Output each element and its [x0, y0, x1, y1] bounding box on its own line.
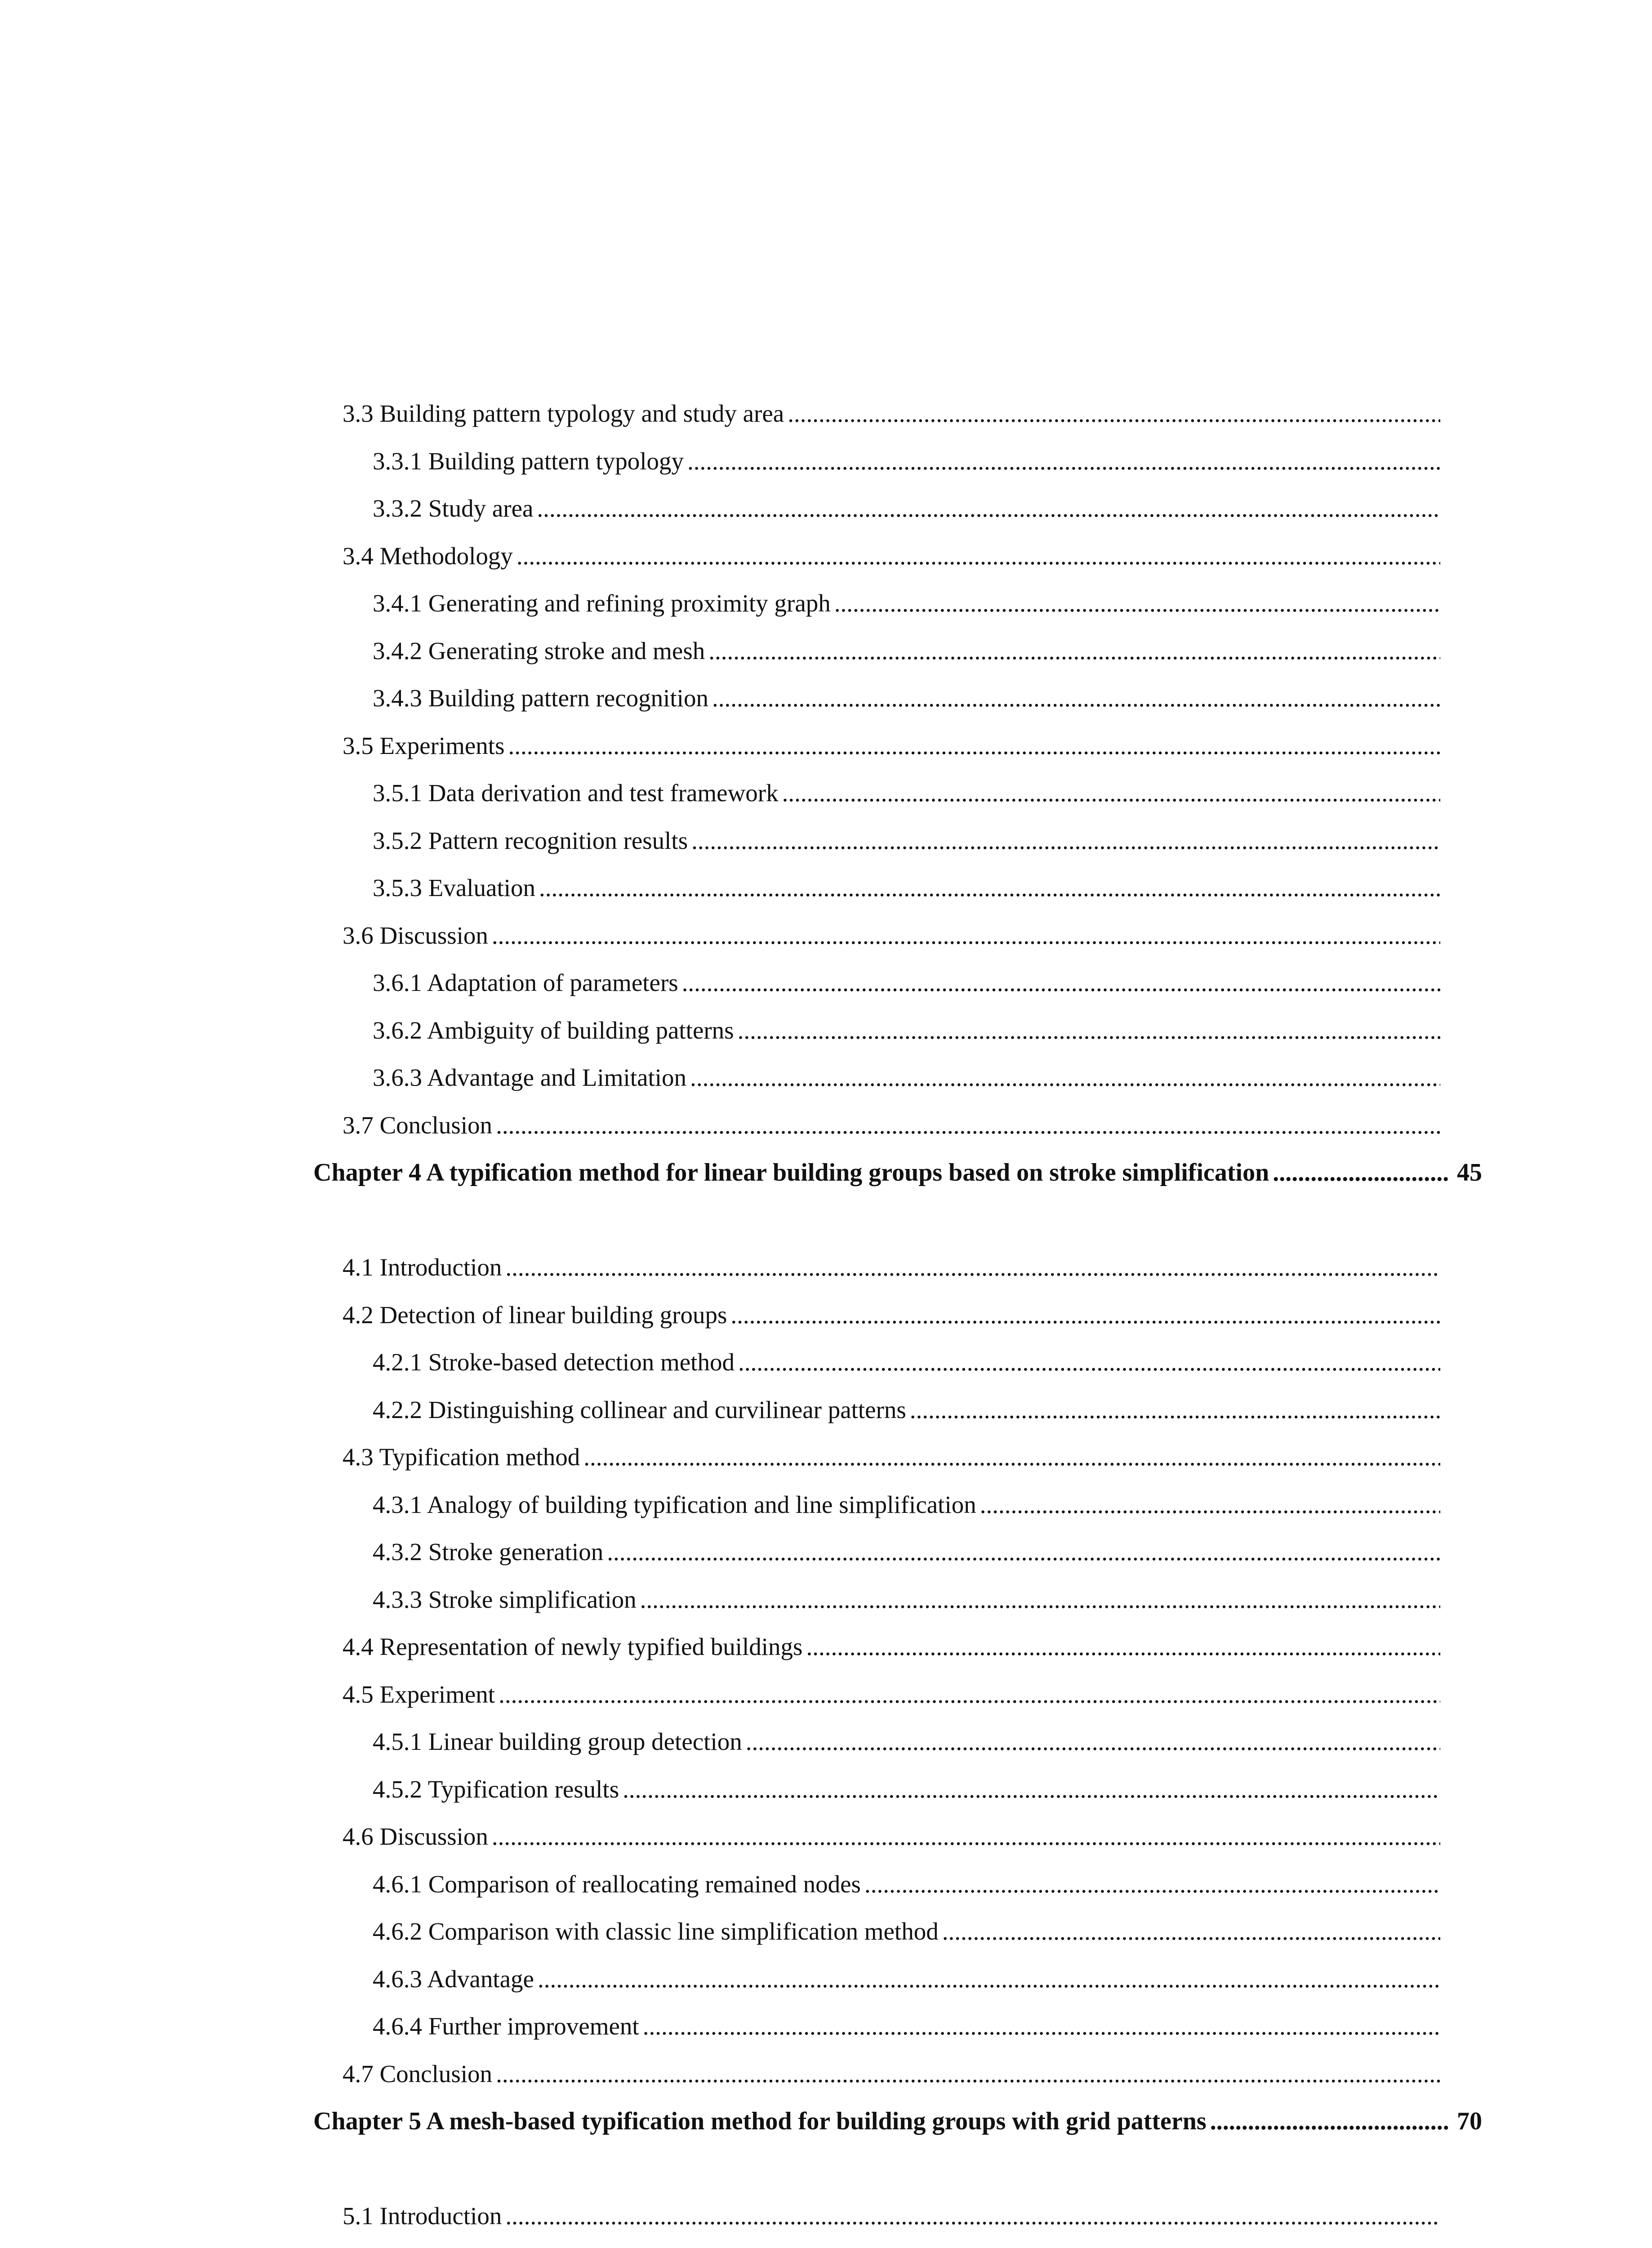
toc-entry-title: 4.2 Detection of linear building groups	[343, 1301, 727, 1329]
toc-dot-leader	[496, 1107, 1440, 1143]
toc-dot-leader	[492, 918, 1440, 954]
toc-entry-title: 3.3 Building pattern typology and study area	[343, 400, 784, 427]
toc-entry-title: 4.7 Conclusion	[343, 2060, 493, 2087]
toc-entry[interactable]	[373, 1913, 1440, 1949]
toc-dot-leader	[746, 1724, 1440, 1760]
toc-dot-leader	[583, 1439, 1440, 1475]
toc-entry[interactable]	[373, 1724, 1440, 1760]
toc-dot-leader	[505, 1249, 1440, 1285]
toc-entry-title: 4.3 Typification method	[343, 1443, 580, 1471]
toc-entry-title: Chapter 5 A mesh-based typification method for building groups with grid patterns	[313, 2107, 1207, 2135]
toc-entry[interactable]	[343, 1677, 1440, 1713]
toc-entry[interactable]	[373, 491, 1440, 526]
toc-entry-title: 4.6.2 Comparison with classic line simplification method	[373, 1918, 939, 1945]
toc-entry-title: 4.5.2 Typification results	[373, 1775, 619, 1803]
toc-entry-title: 3.5.3 Evaluation	[373, 874, 536, 901]
toc-entry[interactable]	[343, 2056, 1440, 2092]
toc-dot-leader	[623, 1771, 1440, 1807]
toc-dot-leader	[690, 1060, 1440, 1096]
toc-entry[interactable]	[373, 823, 1440, 859]
toc-entry-title: 4.5.1 Linear building group detection	[373, 1728, 742, 1755]
toc-entry[interactable]	[373, 1012, 1440, 1048]
toc-dot-leader	[864, 1866, 1440, 1902]
toc-dot-leader	[517, 538, 1440, 574]
toc-dot-leader	[942, 1913, 1440, 1949]
toc-entry-title: 5.1 Introduction	[343, 2202, 502, 2230]
toc-entry[interactable]	[373, 1487, 1440, 1523]
toc-dot-leader	[712, 680, 1440, 716]
toc-entry[interactable]	[373, 1534, 1440, 1570]
toc-entry[interactable]	[373, 870, 1440, 906]
toc-dot-leader	[782, 775, 1440, 811]
toc-entry-title: 3.6.3 Advantage and Limitation	[373, 1064, 687, 1091]
toc-entry[interactable]	[373, 2008, 1440, 2044]
toc-entry-title: 3.3.2 Study area	[373, 495, 534, 522]
toc-dot-leader	[980, 1487, 1440, 1523]
toc-dot-leader	[708, 633, 1440, 669]
toc-entry-title: 4.1 Introduction	[343, 1253, 502, 1281]
toc-entry-title: 3.4.2 Generating stroke and mesh	[373, 637, 705, 665]
toc-dot-leader	[834, 585, 1440, 621]
toc-chapter-entry[interactable]	[313, 1155, 1482, 1191]
toc-entry-title: 4.6.3 Advantage	[373, 1965, 534, 1993]
toc-entry-title: 4.5 Experiment	[343, 1681, 495, 1708]
toc-entry-title: 4.3.3 Stroke simplification	[373, 1586, 637, 1613]
toc-entry-title: 3.7 Conclusion	[343, 1111, 493, 1139]
toc-entry[interactable]	[343, 918, 1440, 954]
toc-entry-title: 4.6.4 Further improvement	[373, 2012, 639, 2040]
toc-entry-title: 4.6 Discussion	[343, 1823, 488, 1850]
toc-dot-leader	[910, 1392, 1440, 1428]
toc-entry[interactable]	[343, 1107, 1440, 1143]
toc-entry[interactable]	[373, 1392, 1440, 1428]
toc-entry[interactable]	[343, 538, 1440, 574]
toc-entry[interactable]	[343, 1629, 1440, 1665]
toc-entry[interactable]	[343, 728, 1440, 764]
toc-dot-leader	[539, 870, 1440, 906]
toc-dot-leader	[496, 2056, 1440, 2092]
toc-dot-leader	[640, 1582, 1440, 1618]
toc-dot-leader	[687, 443, 1440, 479]
toc-entry[interactable]	[373, 965, 1440, 1001]
toc-entry-title: 3.3.1 Building pattern typology	[373, 447, 684, 475]
toc-entry[interactable]	[343, 1297, 1440, 1333]
toc-entry[interactable]	[343, 2198, 1440, 2234]
toc-dot-leader	[537, 491, 1440, 526]
toc-entry[interactable]	[343, 1819, 1440, 1855]
toc-entry-title: 3.4 Methodology	[343, 542, 513, 570]
toc-entry-title: 4.3.2 Stroke generation	[373, 1538, 604, 1566]
toc-dot-leader	[499, 1677, 1440, 1713]
toc-dot-leader	[788, 396, 1440, 432]
toc-entry-title: 3.6.2 Ambiguity of building patterns	[373, 1017, 734, 1044]
toc-page-number: 45	[1457, 1159, 1482, 1186]
toc-entry-title: 3.5.2 Pattern recognition results	[373, 827, 688, 854]
toc-entry-title: 3.6 Discussion	[343, 922, 488, 949]
toc-entry[interactable]	[373, 585, 1440, 621]
toc-entry-title: 4.6.1 Comparison of reallocating remained nodes	[373, 1870, 861, 1898]
toc-entry-title: 3.6.1 Adaptation of parameters	[373, 969, 678, 996]
toc-dot-leader	[643, 2008, 1440, 2044]
toc-entry[interactable]	[373, 1866, 1440, 1902]
toc-entry-title: 4.2.1 Stroke-based detection method	[373, 1348, 735, 1376]
toc-entry[interactable]	[343, 1249, 1440, 1285]
toc-dot-leader	[730, 1297, 1440, 1333]
toc-entry[interactable]	[373, 443, 1440, 479]
toc-entry-title: 3.4.3 Building pattern recognition	[373, 684, 708, 712]
toc-dot-leader	[682, 965, 1440, 1001]
toc-dot-leader	[508, 728, 1440, 764]
toc-entry[interactable]	[373, 680, 1440, 716]
toc-entry[interactable]	[343, 396, 1440, 432]
toc-entry[interactable]	[373, 633, 1440, 669]
toc-dot-leader	[806, 1629, 1440, 1665]
toc-entry[interactable]	[343, 1439, 1440, 1475]
toc-dot-leader	[492, 1819, 1440, 1855]
toc-entry[interactable]	[373, 1060, 1440, 1096]
toc-dot-leader	[538, 1961, 1440, 1997]
toc-dot-leader	[738, 1344, 1440, 1380]
toc-chapter-entry[interactable]	[313, 2103, 1482, 2139]
toc-entry[interactable]	[373, 1344, 1440, 1380]
toc-dot-leader	[738, 1012, 1440, 1048]
toc-entry[interactable]	[373, 1582, 1440, 1618]
toc-entry-title: 3.5.1 Data derivation and test framework	[373, 779, 779, 807]
toc-dot-leader	[505, 2198, 1440, 2234]
toc-entry[interactable]	[373, 775, 1440, 811]
toc-entry-title: Chapter 4 A typification method for linear building groups based on stroke simplification	[313, 1159, 1269, 1186]
toc-entry-title: 4.3.1 Analogy of building typification and line simplification	[373, 1491, 976, 1518]
toc-entry-title: 4.2.2 Distinguishing collinear and curvilinear patterns	[373, 1396, 906, 1423]
toc-dot-leader	[607, 1534, 1440, 1570]
toc-dot-leader	[691, 823, 1440, 859]
toc-page-number: 70	[1457, 2107, 1482, 2135]
toc-entry-title: 3.4.1 Generating and refining proximity graph	[373, 589, 831, 617]
toc-entry[interactable]	[373, 1961, 1440, 1997]
toc-dot-leader	[1210, 2103, 1449, 2139]
toc-entry-title: 4.4 Representation of newly typified buildings	[343, 1633, 803, 1660]
toc-entry-title: 3.5 Experiments	[343, 732, 505, 759]
toc-entry[interactable]	[373, 1771, 1440, 1807]
toc-dot-leader	[1273, 1155, 1449, 1191]
